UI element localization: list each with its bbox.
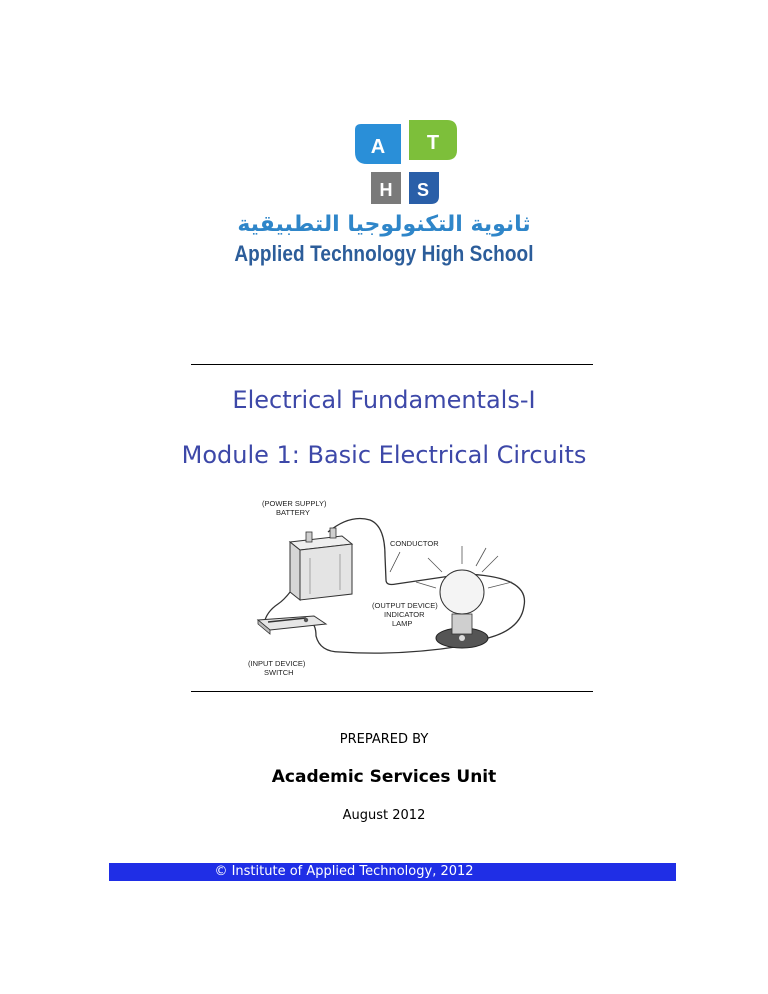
logo-letter-a: A <box>370 136 386 158</box>
course-title: Electrical Fundamentals-I <box>232 386 536 414</box>
battery <box>290 528 352 600</box>
label-input-device: (INPUT DEVICE) <box>248 659 306 668</box>
publication-date: August 2012 <box>342 808 426 823</box>
author-unit: Academic Services Unit <box>271 767 497 787</box>
label-output-device: (OUTPUT DEVICE) <box>372 601 438 610</box>
conductor-pointer <box>390 552 400 572</box>
circuit-diagram <box>240 496 540 680</box>
lamp <box>416 546 512 648</box>
label-switch: SWITCH <box>264 668 294 677</box>
label-indicator: INDICATOR <box>384 610 425 619</box>
logo-letter-s: S <box>416 180 430 200</box>
copyright-bar <box>109 863 676 881</box>
logo-letter-t: T <box>426 132 440 154</box>
aths-logo <box>351 120 461 210</box>
module-title: Module 1: Basic Electrical Circuits <box>181 441 587 469</box>
school-name-english: Applied Technology High School <box>234 242 534 267</box>
school-name-arabic: ثانوية التكنولوجيا التطبيقية <box>237 212 531 237</box>
label-battery: BATTERY <box>276 508 310 517</box>
bottom-divider <box>191 691 593 692</box>
label-lamp: LAMP <box>392 619 413 628</box>
label-power-supply: (POWER SUPPLY) <box>262 499 327 508</box>
copyright-text: © Institute of Applied Technology, 2012 <box>214 864 474 879</box>
label-conductor: CONDUCTOR <box>390 539 439 548</box>
logo-letter-h: H <box>379 180 393 200</box>
prepared-by-label: PREPARED BY <box>339 732 429 747</box>
top-divider <box>191 364 593 365</box>
